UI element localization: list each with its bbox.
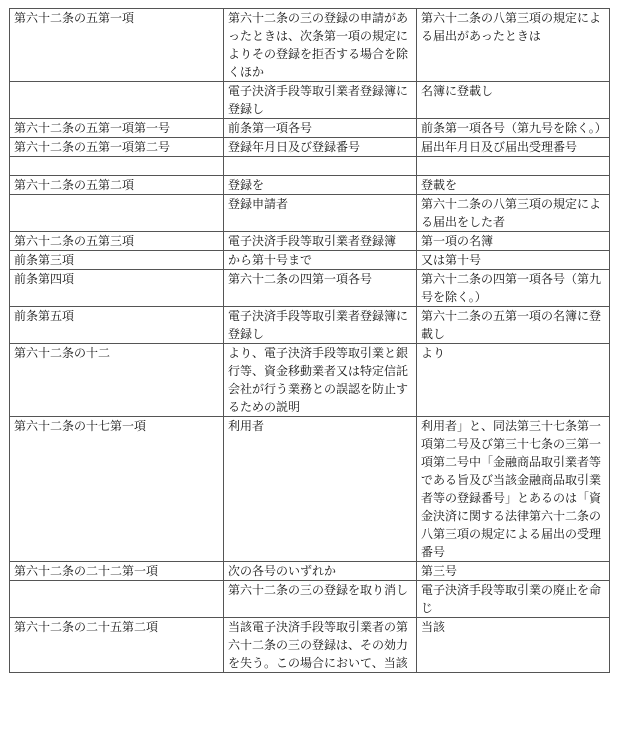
- provision-cell: 第六十二条の五第一項: [10, 9, 224, 82]
- original-text-cell: 登録年月日及び登録番号: [224, 138, 417, 157]
- table-row: [10, 232, 610, 251]
- original-text-cell: 当該電子決済手段等取引業者の第六十二条の三の登録は、その効力を失う。この場合において、当該: [224, 618, 417, 673]
- replacement-text-cell: 第六十二条の四第一項各号（第九号を除く。）: [417, 270, 610, 307]
- provision-cell: 第六十二条の二十五第二項: [10, 618, 224, 673]
- replacement-text-cell: 名簿に登載し: [417, 82, 610, 119]
- replacement-text-cell: 利用者」と、同法第三十七条第一項第二号及び第三十七条の三第一項第二号中「金融商品取引業者等である旨及び当該金融商品取引業者等の登録番号」とあるのは「資金決済に関する法律第六十二条の八第三項の規定による届出の受理番号: [417, 417, 610, 562]
- replacement-text-cell: 電子決済手段等取引業の廃止を命じ: [417, 581, 610, 618]
- original-text-cell: 利用者: [224, 417, 417, 562]
- table-row: [10, 176, 610, 195]
- original-text-cell: 次の各号のいずれか: [224, 562, 417, 581]
- replacement-text-cell: 当該: [417, 618, 610, 673]
- table-row: [10, 195, 610, 232]
- provision-cell: 第六十二条の十二: [10, 344, 224, 417]
- original-text-cell: 登録申請者: [224, 195, 417, 232]
- provision-cell: 第六十二条の二十二第一項: [10, 562, 224, 581]
- provision-cell: 前条第五項: [10, 307, 224, 344]
- replacement-text-cell: 第六十二条の五第一項の名簿に登載し: [417, 307, 610, 344]
- table-row: [10, 270, 610, 307]
- original-text-cell: 電子決済手段等取引業者登録簿: [224, 232, 417, 251]
- original-text-cell: 登録を: [224, 176, 417, 195]
- replacement-text-cell: [417, 157, 610, 176]
- replacement-text-cell: 第三号: [417, 562, 610, 581]
- replacement-text-cell: 届出年月日及び届出受理番号: [417, 138, 610, 157]
- original-text-cell: 第六十二条の三の登録の申請があったときは、次条第一項の規定によりその登録を拒否する場合を除くほか: [224, 9, 417, 82]
- provision-cell: 前条第四項: [10, 270, 224, 307]
- provision-cell: 第六十二条の五第三項: [10, 232, 224, 251]
- table-row: [10, 344, 610, 417]
- replacement-text-cell: 登載を: [417, 176, 610, 195]
- replacement-text-cell: 第六十二条の八第三項の規定による届出があったときは: [417, 9, 610, 82]
- original-text-cell: より、電子決済手段等取引業と銀行等、資金移動業者又は特定信託会社が行う業務との誤認を防止するための説明: [224, 344, 417, 417]
- provision-cell: [10, 195, 224, 232]
- provision-cell: 第六十二条の十七第一項: [10, 417, 224, 562]
- original-text-cell: [224, 157, 417, 176]
- provision-cell: 第六十二条の五第一項第一号: [10, 119, 224, 138]
- table-row: [10, 562, 610, 581]
- original-text-cell: から第十号まで: [224, 251, 417, 270]
- table-row: [10, 618, 610, 673]
- provision-cell: [10, 82, 224, 119]
- table-row: [10, 581, 610, 618]
- provision-cell: 前条第三項: [10, 251, 224, 270]
- table-row: [10, 9, 610, 82]
- replacement-text-cell: 前条第一項各号（第九号を除く。）: [417, 119, 610, 138]
- original-text-cell: 前条第一項各号: [224, 119, 417, 138]
- table-row: [10, 157, 610, 176]
- table-row: [10, 251, 610, 270]
- original-text-cell: 第六十二条の三の登録を取り消し: [224, 581, 417, 618]
- provision-cell: 第六十二条の五第一項第二号: [10, 138, 224, 157]
- provision-table: [9, 8, 610, 673]
- original-text-cell: 第六十二条の四第一項各号: [224, 270, 417, 307]
- provision-cell: [10, 581, 224, 618]
- table-row: [10, 119, 610, 138]
- replacement-text-cell: 第六十二条の八第三項の規定による届出をした者: [417, 195, 610, 232]
- replacement-text-cell: 又は第十号: [417, 251, 610, 270]
- table-row: [10, 417, 610, 562]
- original-text-cell: 電子決済手段等取引業者登録簿に登録し: [224, 307, 417, 344]
- table-row: [10, 138, 610, 157]
- provision-cell: [10, 157, 224, 176]
- replacement-text-cell: より: [417, 344, 610, 417]
- original-text-cell: 電子決済手段等取引業者登録簿に登録し: [224, 82, 417, 119]
- replacement-text-cell: 第一項の名簿: [417, 232, 610, 251]
- table-row: [10, 82, 610, 119]
- table-row: [10, 307, 610, 344]
- provision-cell: 第六十二条の五第二項: [10, 176, 224, 195]
